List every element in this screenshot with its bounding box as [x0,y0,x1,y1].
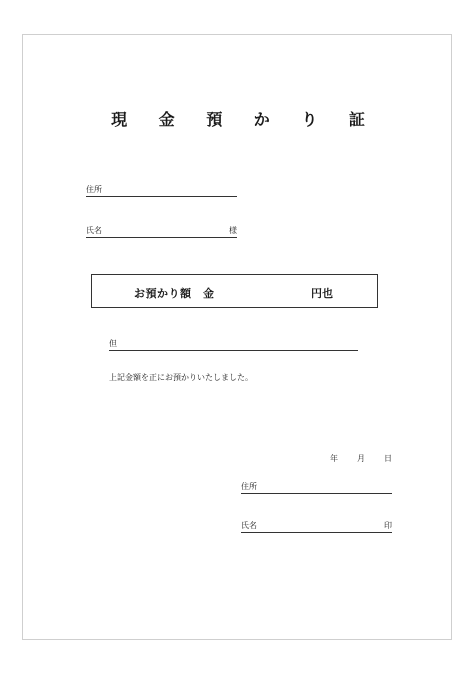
customer-name-label: 氏名 [86,226,102,235]
receipt-sheet [22,34,452,640]
date-month-label: 月 [357,454,365,463]
issuer-name-label: 氏名 [241,521,257,530]
issuer-address-label: 住所 [241,482,257,491]
proviso-field [109,339,358,351]
date-year-label: 年 [330,454,338,463]
customer-address-field [86,185,237,197]
proviso-label: 但 [109,339,117,348]
statement-text: 上記金額を正にお預かりいたしました。 [109,373,253,382]
issuer-address-field [241,482,392,494]
date-day-label: 日 [384,454,392,463]
issuer-name-field [241,521,392,533]
customer-honorific: 様 [229,226,237,235]
document-title: 現 金 預 か り 証 [111,110,378,129]
amount-box [91,274,378,308]
issuer-seal-mark: 印 [384,521,392,530]
amount-label: お預かり額 金 [134,287,215,300]
customer-address-label: 住所 [86,185,102,194]
customer-name-field [86,226,237,238]
amount-suffix: 円也 [311,287,333,300]
